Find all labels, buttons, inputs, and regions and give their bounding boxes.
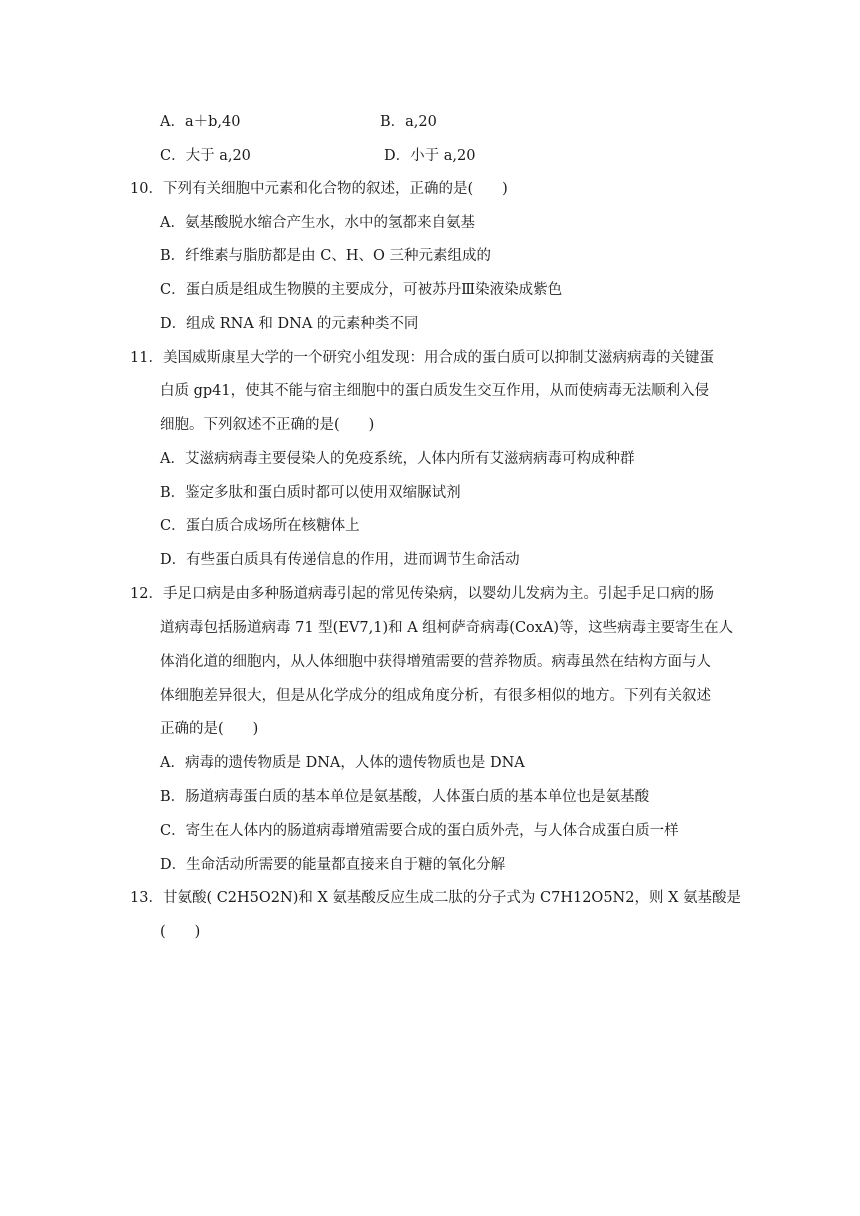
q10-option-c: C．蛋白质是组成生物膜的主要成分，可被苏丹Ⅲ染液染成紫色 [160, 282, 563, 298]
q10-stem: 10．下列有关细胞中元素和化合物的叙述，正确的是( ) [130, 181, 508, 197]
q11-option-c: C．蛋白质合成场所在核糖体上 [160, 518, 360, 534]
q12-stem-line-5: 正确的是( ) [160, 721, 259, 737]
q12-stem-line-3: 体消化道的细胞内，从人体细胞中获得增殖需要的营养物质。病毒虽然在结构方面与人 [160, 654, 711, 670]
q12-option-b: B．肠道病毒蛋白质的基本单位是氨基酸，人体蛋白质的基本单位也是氨基酸 [160, 789, 650, 805]
q9-option-b: B．a,20 [380, 114, 437, 130]
q11-stem-line-3: 细胞。下列叙述不正确的是( ) [160, 417, 375, 433]
q10-option-a: A．氨基酸脱水缩合产生水，水中的氢都来自氨基 [160, 215, 475, 231]
q11-option-a: A．艾滋病病毒主要侵染人的免疫系统，人体内所有艾滋病病毒可构成种群 [160, 451, 635, 467]
q9-option-c: C．大于 a,20 [160, 148, 251, 164]
q12-option-a: A．病毒的遗传物质是 DNA，人体的遗传物质也是 DNA [160, 755, 525, 771]
q12-option-d: D．生命活动所需要的能量都直接来自于糖的氧化分解 [160, 857, 506, 873]
q12-stem-line-1: 12．手足口病是由多种肠道病毒引起的常见传染病，以婴幼儿发病为主。引起手足口病的肠 [130, 586, 714, 602]
q13-stem-line-1: 13．甘氨酸( C2H5O2N)和 X 氨基酸反应生成二肽的分子式为 C7H12O5N2，则 X 氨基酸是 [130, 890, 741, 906]
q12-stem-line-4: 体细胞差异很大，但是从化学成分的组成角度分析，有很多相似的地方。下列有关叙述 [160, 688, 711, 704]
q9-option-d: D．小于 a,20 [384, 148, 476, 164]
q10-option-b: B．纤维素与脂肪都是由 C、H、O 三种元素组成的 [160, 248, 491, 264]
q11-option-d: D．有些蛋白质具有传递信息的作用，进而调节生命活动 [160, 552, 520, 568]
q11-option-b: B．鉴定多肽和蛋白质时都可以使用双缩脲试剂 [160, 485, 461, 501]
q12-stem-line-2: 道病毒包括肠道病毒 71 型(EV7,1)和 A 组柯萨奇病毒(CoxA)等，这些病毒主要寄生在人 [160, 620, 734, 636]
q11-stem-line-1: 11．美国威斯康星大学的一个研究小组发现：用合成的蛋白质可以抑制艾滋病病毒的关键蛋 [130, 350, 714, 366]
q9-option-a: A．a＋b,40 [160, 114, 241, 130]
q13-stem-line-2: ( ) [160, 924, 201, 940]
q10-option-d: D．组成 RNA 和 DNA 的元素种类不同 [160, 316, 419, 332]
q11-stem-line-2: 白质 gp41，使其不能与宿主细胞中的蛋白质发生交互作用，从而使病毒无法顺利入侵 [160, 383, 710, 399]
q12-option-c: C．寄生在人体内的肠道病毒增殖需要合成的蛋白质外壳，与人体合成蛋白质一样 [160, 823, 679, 839]
